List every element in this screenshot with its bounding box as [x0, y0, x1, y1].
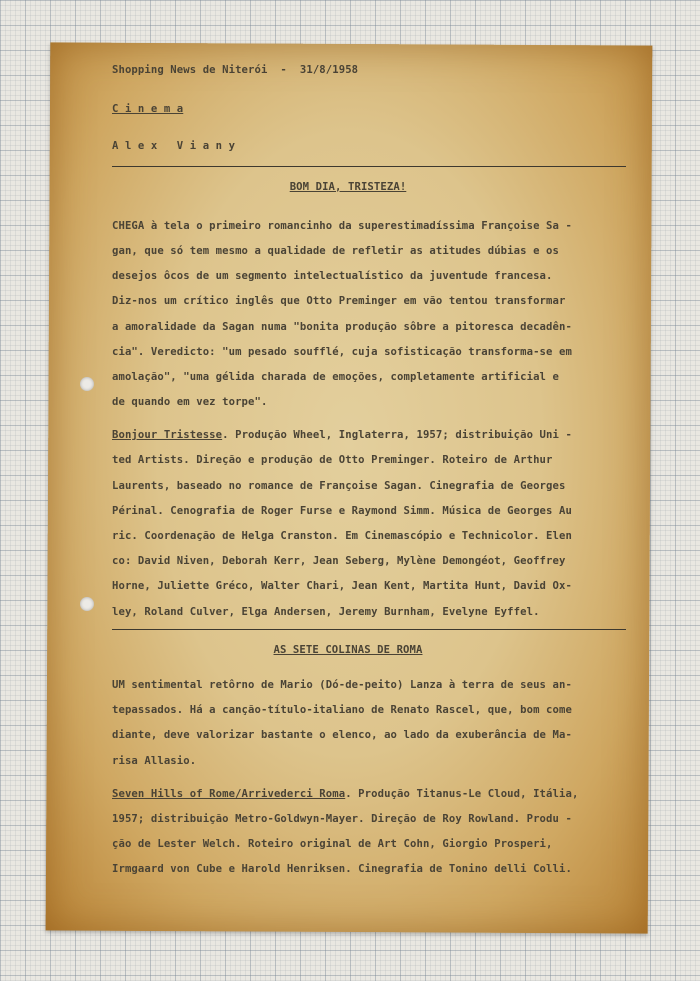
text-line: diante, deve valorizar bastante o elenco, ao lado da exuberância de Ma- — [112, 729, 572, 742]
article1-credits — [62, 423, 634, 625]
text-line: Périnal. Cenografia de Roger Furse e Raymond Simm. Música de Georges Au — [112, 504, 572, 517]
film-title: Seven Hills of Rome/Arrivederci Roma — [112, 787, 346, 800]
text-line: CHEGA à tela o primeiro romancinho da superestimadíssima Françoise Sa - — [112, 219, 572, 232]
text-line: risa Allasio. — [112, 754, 197, 767]
article1-lead — [62, 214, 634, 416]
text-line: co: David Niven, Deborah Kerr, Jean Seberg, Mylène Demongéot, Geoffrey — [112, 555, 566, 568]
text-line: ção de Lester Welch. Roteiro original de Art Cohn, Giorgio Prosperi, — [112, 838, 553, 851]
text-line: ted Artists. Direção e produção de Otto Preminger. Roteiro de Arthur — [112, 454, 553, 467]
credits-text: . Produção Wheel, Inglaterra, 1957; distribuição Uni - — [222, 429, 572, 442]
typewritten-text — [62, 58, 634, 882]
section-title: C i n e m a — [112, 103, 184, 116]
article2-title-wrap — [62, 638, 634, 663]
article-title: BOM DIA, TRISTEZA! — [289, 180, 407, 193]
article-title: AS SETE COLINAS DE ROMA — [273, 643, 423, 656]
source-line: Shopping News de Niterói - 31/8/1958 — [112, 64, 359, 76]
divider — [112, 166, 626, 167]
text-line: amolação", "uma gélida charada de emoções, completamente artificial e — [112, 370, 559, 383]
text-line: cia". Veredicto: "um pesado soufflé, cuja sofisticação transforma-se em — [112, 345, 572, 358]
text-line: desejos ôcos de um segmento intelectualístico da juventude francesa. — [112, 270, 553, 283]
text-line: de quando em vez torpe". — [112, 396, 268, 409]
article1-title-wrap — [62, 175, 634, 200]
divider — [112, 629, 626, 630]
text-line: ley, Roland Culver, Elga Andersen, Jeremy Burnham, Evelyne Eyffel. — [112, 605, 540, 618]
text-line: tepassados. Há a canção-título-italiano de Renato Rascel, que, bom come — [112, 704, 572, 717]
text-line: Diz-nos um crítico inglês que Otto Preminger em vão tentou transformar — [112, 295, 566, 308]
text-line: a amoralidade da Sagan numa "bonita produção sôbre a pitoresca decadên- — [112, 320, 572, 333]
text-line: 1957; distribuição Metro-Goldwyn-Mayer. Direção de Roy Rowland. Produ - — [112, 812, 572, 825]
credits-text: . Produção Titanus-Le Cloud, Itália, — [345, 787, 579, 800]
text-line: gan, que só tem mesmo a qualidade de refletir as atitudes dúbias e os — [112, 244, 559, 257]
text-line: Horne, Juliette Gréco, Walter Chari, Jean Kent, Martita Hunt, David Ox- — [112, 580, 572, 593]
text-line: UM sentimental retôrno de Mario (Dó-de-peito) Lanza à terra de seus an- — [112, 678, 572, 691]
article2-credits — [62, 782, 634, 883]
text-line: ric. Coordenação de Helga Cranston. Em Cinemascópio e Technicolor. Elen — [112, 530, 572, 542]
film-title: Bonjour Tristesse — [112, 429, 223, 442]
article2-lead — [62, 673, 634, 774]
author-name: A l e x V i a n y — [112, 140, 236, 153]
text-line: Laurents, baseado no romance de Françoise Sagan. Cinegrafia de Georges — [112, 479, 566, 492]
text-line — [112, 782, 634, 807]
text-line — [112, 423, 634, 448]
text-line: Irmgaard von Cube e Harold Henriksen. Cinegrafia de Tonino delli Colli. — [112, 863, 572, 876]
